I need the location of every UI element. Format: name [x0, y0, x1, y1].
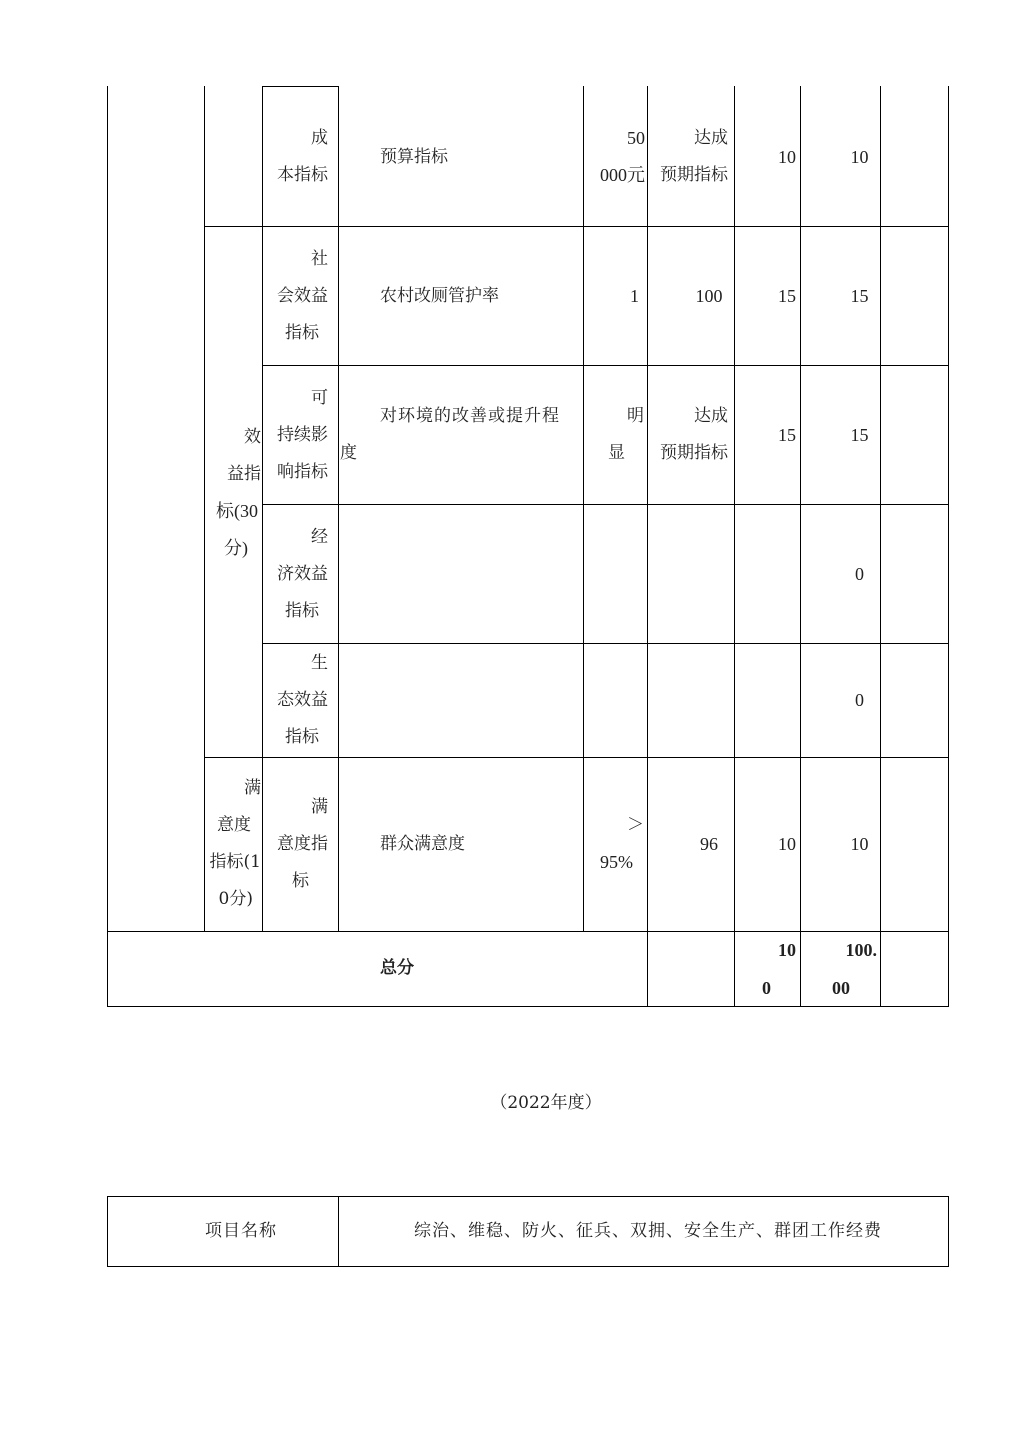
sustain-score: 15 [850, 425, 869, 445]
project-name-label: 项目名称 [205, 1221, 277, 1241]
satisfaction-indicator: 群众满意度 [380, 834, 465, 854]
economic-score: 0 [855, 564, 864, 584]
ecology-score: 0 [855, 690, 864, 710]
cost-target-line2: 000元 [600, 165, 645, 185]
cost-target-line1: 50 [627, 128, 645, 148]
cost-score: 10 [850, 147, 869, 167]
cost-actual-line2: 预期指标 [660, 165, 728, 185]
cost-indicator: 预算指标 [380, 147, 448, 167]
social-target: 1 [630, 286, 639, 306]
sustain-indicator-line1: 对环境的改善或提升程 [380, 406, 560, 426]
social-actual: 100 [695, 286, 723, 306]
project-name-value: 综治、维稳、防火、征兵、双拥、安全生产、群团工作经费 [414, 1221, 882, 1241]
cost-category-line1: 成 [311, 128, 328, 148]
cost-weight: 10 [778, 147, 796, 167]
total-label: 总分 [380, 958, 414, 978]
satisfaction-score: 10 [850, 834, 869, 854]
social-indicator: 农村改厕管护率 [380, 286, 499, 306]
social-score: 15 [850, 286, 869, 306]
social-weight: 15 [778, 286, 796, 306]
satisfaction-actual: 96 [700, 834, 718, 854]
cost-actual-line1: 达成 [694, 128, 728, 148]
sustain-indicator-line2: 度 [340, 443, 357, 463]
satisfaction-weight: 10 [778, 834, 796, 854]
sustain-weight: 15 [778, 425, 796, 445]
year-heading: （2022年度） [490, 1093, 602, 1113]
cost-category-line2: 本指标 [277, 165, 328, 185]
